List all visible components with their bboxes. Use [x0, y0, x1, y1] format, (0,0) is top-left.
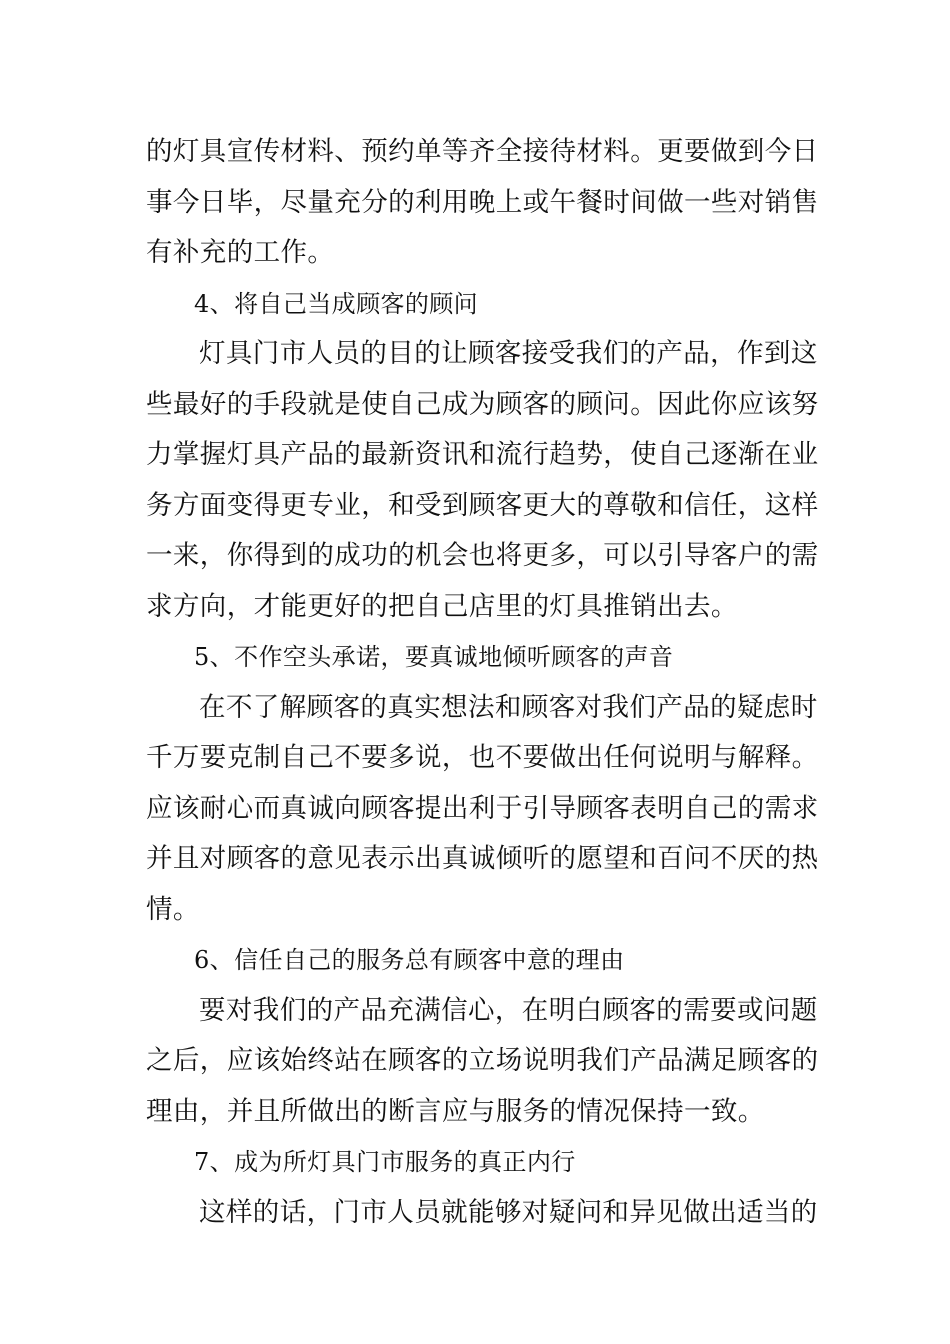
paragraph-line: 理由，并且所做出的断言应与服务的情况保持一致。: [146, 1095, 765, 1127]
paragraph-line: 千万要克制自己不要多说，也不要做出任何说明与解释。: [146, 742, 819, 773]
paragraph-line: 要对我们的产品充满信心，在明白顾客的需要或问题: [199, 994, 818, 1026]
paragraph-line: 些最好的手段就是使自己成为顾客的顾问。因此你应该努: [146, 388, 819, 420]
section-heading-5: 5、不作空头承诺，要真诚地倾听顾客的声音: [194, 643, 674, 671]
paragraph-line: 这样的话，门市人员就能够对疑问和异见做出适当的: [199, 1196, 818, 1228]
paragraph-line: 灯具门市人员的目的让顾客接受我们的产品，作到这: [199, 338, 818, 369]
paragraph-line: 一来，你得到的成功的机会也将更多，可以引导客户的需: [146, 540, 819, 571]
paragraph-line: 有补充的工作。: [146, 237, 335, 268]
paragraph-line: 之后，应该始终站在顾客的立场说明我们产品满足顾客的: [146, 1045, 819, 1076]
section-heading-6: 6、信任自己的服务总有顾客中意的理由: [194, 946, 625, 974]
section-heading-4: 4、将自己当成顾客的顾问: [194, 289, 479, 318]
paragraph-line: 应该耐心而真诚向顾客提出利于引导顾客表明自己的需求: [146, 792, 819, 824]
paragraph-line: 情。: [146, 893, 200, 925]
paragraph-line: 务方面变得更专业，和受到顾客更大的尊敬和信任，这样: [146, 489, 819, 521]
paragraph-line: 在不了解顾客的真实想法和顾客对我们产品的疑虑时: [199, 691, 818, 723]
paragraph-line: 的灯具宣传材料、预约单等齐全接待材料。更要做到今日: [146, 136, 819, 167]
document-body: [146, 127, 819, 1238]
paragraph-line: 求方向，才能更好的把自己店里的灯具推销出去。: [146, 590, 738, 622]
section-heading-7: 7、成为所灯具门市服务的真正内行: [194, 1148, 576, 1176]
paragraph-line: 事今日毕，尽量充分的利用晚上或午餐时间做一些对销售: [146, 186, 819, 218]
paragraph-line: 并且对顾客的意见表示出真诚倾听的愿望和百问不厌的热: [146, 843, 819, 874]
paragraph-line: 力掌握灯具产品的最新资讯和流行趋势，使自己逐渐在业: [146, 439, 819, 470]
